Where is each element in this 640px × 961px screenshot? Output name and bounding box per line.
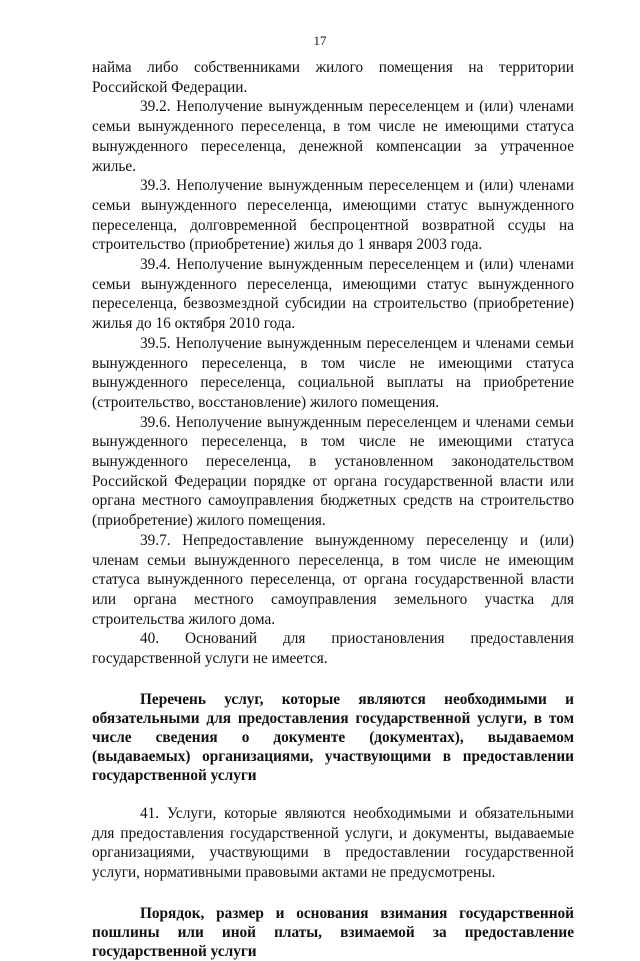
paragraph-39-3: 39.3. Неполучение вынужденным переселенцем и (или) членами семьи вынужденного переселенца, имеющими статус вынужденного переселенца, долговременной беспроцентной возвратной ссуды на строительство (приобретение) жилья до 1 января 2003 года. [92,177,574,254]
section-heading-fees: Порядок, размер и основания взимания государственной пошлины или иной платы, взимаемой за предоставление государственной услуги [92,904,574,960]
spacer [92,669,574,690]
section-heading-services: Перечень услуг, которые являются необходимыми и обязательными для предоставления государственной услуги, в том числе сведения о документе (документах), выдаваемом (выдаваемых) организациями, участвующими в предоставлении государственной услуги [92,690,574,784]
paragraph-39-2: 39.2. Неполучение вынужденным переселенцем и (или) членами семьи вынужденного переселенца, в том числе не имеющими статуса вынужденного переселенца, денежной компенсации за утраченное жилье. [92,98,574,175]
paragraph-41: 41. Услуги, которые являются необходимыми и обязательными для предоставления государственной услуги, и документы, выдаваемые организациями, участвующими в предоставлении государственной услуги, нормативными правовыми актами не предусмотрены. [92,804,574,881]
paragraph-39-6: 39.6. Неполучение вынужденным переселенцем и членами семьи вынужденного переселенца, в том числе не имеющими статуса вынужденного переселенца, в установленном законодательством Российской Федерации порядке от органа государственной власти или органа местного самоуправления бюджетных средств на строительство (приобретение) жилого помещения. [92,413,574,530]
spacer [92,883,574,904]
document-body [92,58,574,961]
paragraph-continuation: найма либо собственниками жилого помещения на территории Российской Федерации. [92,59,574,96]
page-number: 17 [313,33,327,48]
paragraph-39-7: 39.7. Непредоставление вынужденному переселенцу и (или) членам семьи вынужденного переселенца, в том числе не имеющим статуса вынужденного переселенца, от органа государственной власти или органа местного самоуправления земельного участка для строительства жилого дома. [92,531,574,628]
paragraph-40: 40. Оснований для приостановления предоставления государственной услуги не имеется. [92,630,574,668]
paragraph-39-4: 39.4. Неполучение вынужденным переселенцем и (или) членами семьи вынужденного переселенца, имеющими статус вынужденного переселенца, безвозмездной субсидии на строительство (приобретение) жилья до 16 октября 2010 года. [92,256,574,333]
paragraph-39-5: 39.5. Неполучение вынужденным переселенцем и членами семьи вынужденного переселенца, в том числе не имеющими статуса вынужденного переселенца, социальной выплаты на приобретение (строительство, восстановление) жилого помещения. [92,334,574,411]
spacer [92,785,574,804]
